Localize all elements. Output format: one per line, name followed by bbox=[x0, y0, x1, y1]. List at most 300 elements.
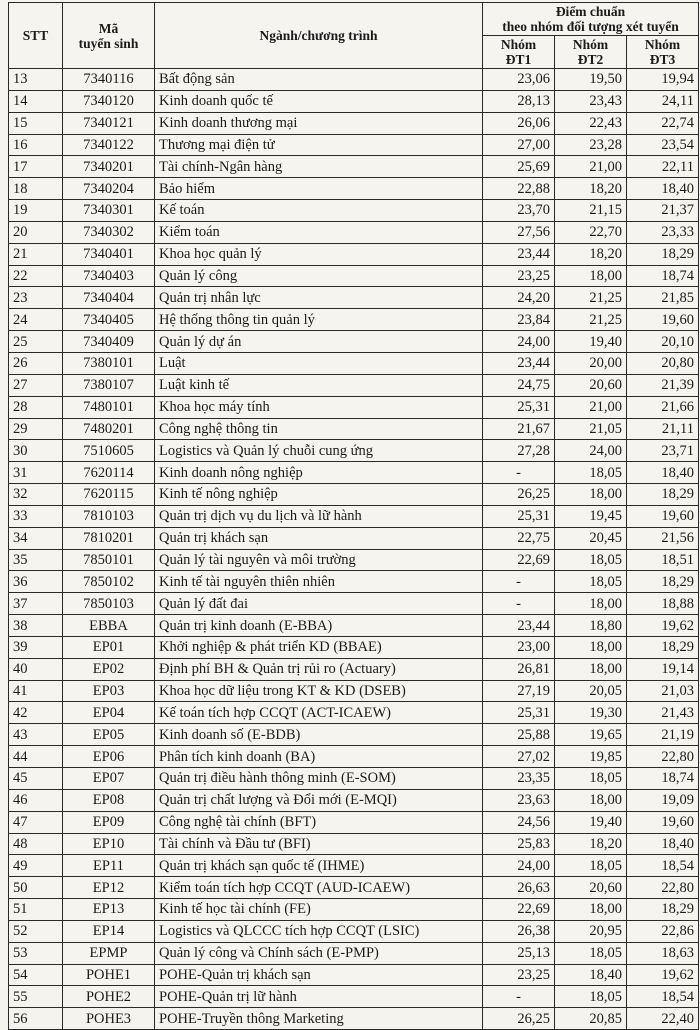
cell-score-dt1: 23,63 bbox=[483, 789, 555, 811]
cell-score-dt3: 19,62 bbox=[627, 615, 699, 637]
table-row bbox=[9, 309, 699, 331]
cell-stt: 24 bbox=[9, 309, 63, 331]
cell-program: Quản trị khách sạn quốc tế (IHME) bbox=[155, 855, 483, 877]
cell-score-dt1: 21,67 bbox=[483, 418, 555, 440]
table-row bbox=[9, 658, 699, 680]
table-row bbox=[9, 571, 699, 593]
cell-score-dt3: 21,19 bbox=[627, 724, 699, 746]
cell-score-dt3: 19,94 bbox=[627, 69, 699, 91]
cell-score-dt3: 18,29 bbox=[627, 571, 699, 593]
cell-score-dt2: 21,15 bbox=[555, 200, 627, 222]
cell-stt: 21 bbox=[9, 243, 63, 265]
cell-code: POHE2 bbox=[63, 986, 155, 1008]
cell-program: Kinh tế tài nguyên thiên nhiên bbox=[155, 571, 483, 593]
cell-program: Kiểm toán tích hợp CCQT (AUD-ICAEW) bbox=[155, 877, 483, 899]
cell-score-dt2: 18,00 bbox=[555, 593, 627, 615]
table-row bbox=[9, 178, 699, 200]
table-row bbox=[9, 789, 699, 811]
cell-score-dt1: 23,00 bbox=[483, 636, 555, 658]
cell-score-dt1: 24,75 bbox=[483, 374, 555, 396]
cell-code: 7340301 bbox=[63, 200, 155, 222]
cell-score-dt2: 20,60 bbox=[555, 877, 627, 899]
cell-program: POHE-Quản trị khách sạn bbox=[155, 964, 483, 986]
cell-program: Khoa học quản lý bbox=[155, 243, 483, 265]
table-row bbox=[9, 112, 699, 134]
cell-stt: 27 bbox=[9, 374, 63, 396]
cell-score-dt1: 28,13 bbox=[483, 90, 555, 112]
cell-stt: 22 bbox=[9, 265, 63, 287]
cell-score-dt3: 19,60 bbox=[627, 309, 699, 331]
cell-stt: 17 bbox=[9, 156, 63, 178]
cell-score-dt3: 23,54 bbox=[627, 134, 699, 156]
cell-program: Công nghệ thông tin bbox=[155, 418, 483, 440]
cell-score-dt1: 22,69 bbox=[483, 899, 555, 921]
cell-program: Khoa học máy tính bbox=[155, 396, 483, 418]
cell-score-dt1: 23,84 bbox=[483, 309, 555, 331]
cell-stt: 15 bbox=[9, 112, 63, 134]
cell-stt: 13 bbox=[9, 69, 63, 91]
header-program: Ngành/chương trình bbox=[155, 3, 483, 69]
cell-score-dt2: 18,20 bbox=[555, 178, 627, 200]
cell-code: EP08 bbox=[63, 789, 155, 811]
cell-score-dt2: 21,00 bbox=[555, 156, 627, 178]
cell-code: EP12 bbox=[63, 877, 155, 899]
cell-program: Kế toán bbox=[155, 200, 483, 222]
cell-stt: 19 bbox=[9, 200, 63, 222]
cell-stt: 54 bbox=[9, 964, 63, 986]
cell-score-dt3: 21,66 bbox=[627, 396, 699, 418]
header-score-group: Điểm chuẩn theo nhóm đối tượng xét tuyển bbox=[483, 3, 699, 36]
cell-score-dt1: 27,02 bbox=[483, 746, 555, 768]
cell-score-dt1: 25,69 bbox=[483, 156, 555, 178]
cell-program: Tài chính-Ngân hàng bbox=[155, 156, 483, 178]
cell-score-dt2: 18,20 bbox=[555, 243, 627, 265]
cell-score-dt2: 18,40 bbox=[555, 964, 627, 986]
cell-program: POHE-Truyền thông Marketing bbox=[155, 1008, 483, 1030]
cell-stt: 26 bbox=[9, 352, 63, 374]
table-row bbox=[9, 331, 699, 353]
cell-score-dt3: 21,37 bbox=[627, 200, 699, 222]
cell-code: EP14 bbox=[63, 920, 155, 942]
cell-stt: 55 bbox=[9, 986, 63, 1008]
cell-program: Quản lý công bbox=[155, 265, 483, 287]
cell-stt: 33 bbox=[9, 505, 63, 527]
cell-score-dt2: 22,43 bbox=[555, 112, 627, 134]
cell-score-dt2: 21,25 bbox=[555, 287, 627, 309]
cell-program: Khoa học dữ liệu trong KT & KD (DSEB) bbox=[155, 680, 483, 702]
cell-code: EP06 bbox=[63, 746, 155, 768]
cell-score-dt3: 19,60 bbox=[627, 505, 699, 527]
cell-program: POHE-Quản trị lữ hành bbox=[155, 986, 483, 1008]
cell-score-dt2: 19,85 bbox=[555, 746, 627, 768]
cell-code: EP13 bbox=[63, 899, 155, 921]
table-row bbox=[9, 942, 699, 964]
cell-score-dt3: 18,54 bbox=[627, 986, 699, 1008]
cell-program: Logistics và QLCCC tích hợp CCQT (LSIC) bbox=[155, 920, 483, 942]
cell-code: 7620114 bbox=[63, 462, 155, 484]
cell-score-dt3: 23,33 bbox=[627, 221, 699, 243]
cell-program: Định phí BH & Quản trị rủi ro (Actuary) bbox=[155, 658, 483, 680]
cell-score-dt2: 18,80 bbox=[555, 615, 627, 637]
cell-score-dt2: 18,00 bbox=[555, 265, 627, 287]
cell-stt: 49 bbox=[9, 855, 63, 877]
cell-score-dt2: 19,40 bbox=[555, 811, 627, 833]
table-row bbox=[9, 724, 699, 746]
cell-stt: 14 bbox=[9, 90, 63, 112]
cell-score-dt1: 23,25 bbox=[483, 265, 555, 287]
cell-score-dt2: 21,25 bbox=[555, 309, 627, 331]
cell-code: 7810103 bbox=[63, 505, 155, 527]
header-code: Mã tuyển sinh bbox=[63, 3, 155, 69]
cell-stt: 35 bbox=[9, 549, 63, 571]
cell-score-dt3: 22,40 bbox=[627, 1008, 699, 1030]
table-row bbox=[9, 134, 699, 156]
table-row bbox=[9, 352, 699, 374]
cell-stt: 16 bbox=[9, 134, 63, 156]
cell-code: EP09 bbox=[63, 811, 155, 833]
cell-stt: 56 bbox=[9, 1008, 63, 1030]
cell-program: Quản trị khách sạn bbox=[155, 527, 483, 549]
table-row bbox=[9, 462, 699, 484]
cell-code: 7850101 bbox=[63, 549, 155, 571]
table-row bbox=[9, 1008, 699, 1030]
cell-score-dt2: 18,00 bbox=[555, 636, 627, 658]
cell-score-dt1: 25,31 bbox=[483, 702, 555, 724]
cell-score-dt2: 18,00 bbox=[555, 658, 627, 680]
table-row bbox=[9, 986, 699, 1008]
cell-program: Thương mại điện tử bbox=[155, 134, 483, 156]
cell-code: EP04 bbox=[63, 702, 155, 724]
cell-stt: 34 bbox=[9, 527, 63, 549]
table-row bbox=[9, 680, 699, 702]
table-row bbox=[9, 833, 699, 855]
cell-score-dt3: 18,40 bbox=[627, 178, 699, 200]
cell-program: Luật kinh tế bbox=[155, 374, 483, 396]
cell-code: 7340409 bbox=[63, 331, 155, 353]
cell-score-dt2: 18,05 bbox=[555, 986, 627, 1008]
cell-score-dt2: 22,70 bbox=[555, 221, 627, 243]
cell-score-dt1: 23,44 bbox=[483, 243, 555, 265]
cell-score-dt3: 21,39 bbox=[627, 374, 699, 396]
cell-stt: 31 bbox=[9, 462, 63, 484]
cell-program: Kinh tế nông nghiệp bbox=[155, 484, 483, 506]
cell-program: Hệ thống thông tin quản lý bbox=[155, 309, 483, 331]
cell-stt: 30 bbox=[9, 440, 63, 462]
table-row bbox=[9, 899, 699, 921]
cell-code: 7620115 bbox=[63, 484, 155, 506]
cell-score-dt3: 21,85 bbox=[627, 287, 699, 309]
table-row bbox=[9, 505, 699, 527]
cell-score-dt3: 18,29 bbox=[627, 636, 699, 658]
table-row bbox=[9, 418, 699, 440]
cell-score-dt2: 20,85 bbox=[555, 1008, 627, 1030]
cell-score-dt1: 27,19 bbox=[483, 680, 555, 702]
cell-score-dt1: 23,35 bbox=[483, 768, 555, 790]
cell-score-dt3: 22,80 bbox=[627, 746, 699, 768]
cell-score-dt2: 18,20 bbox=[555, 833, 627, 855]
cell-score-dt1: 22,69 bbox=[483, 549, 555, 571]
cell-score-dt1: 26,25 bbox=[483, 484, 555, 506]
cell-stt: 45 bbox=[9, 768, 63, 790]
cell-score-dt1: 24,56 bbox=[483, 811, 555, 833]
cell-score-dt1: 27,00 bbox=[483, 134, 555, 156]
cell-code: 7380101 bbox=[63, 352, 155, 374]
cell-code: 7380107 bbox=[63, 374, 155, 396]
cell-score-dt1: 22,75 bbox=[483, 527, 555, 549]
cell-stt: 52 bbox=[9, 920, 63, 942]
cell-program: Kinh doanh quốc tế bbox=[155, 90, 483, 112]
cell-score-dt1: 27,28 bbox=[483, 440, 555, 462]
table-row bbox=[9, 811, 699, 833]
table-row bbox=[9, 440, 699, 462]
cell-score-dt1: 24,00 bbox=[483, 331, 555, 353]
table-row bbox=[9, 90, 699, 112]
cell-stt: 38 bbox=[9, 615, 63, 637]
cell-score-dt3: 22,74 bbox=[627, 112, 699, 134]
cell-score-dt1: 25,31 bbox=[483, 505, 555, 527]
cell-score-dt3: 18,29 bbox=[627, 484, 699, 506]
cell-program: Kinh doanh thương mại bbox=[155, 112, 483, 134]
cell-score-dt1: 24,20 bbox=[483, 287, 555, 309]
cell-score-dt1: 26,63 bbox=[483, 877, 555, 899]
cell-code: 7510605 bbox=[63, 440, 155, 462]
cell-stt: 53 bbox=[9, 942, 63, 964]
table-row bbox=[9, 768, 699, 790]
table-body bbox=[9, 69, 699, 1030]
table-row bbox=[9, 636, 699, 658]
cell-stt: 46 bbox=[9, 789, 63, 811]
cell-score-dt2: 19,65 bbox=[555, 724, 627, 746]
table-row bbox=[9, 396, 699, 418]
cell-score-dt3: 18,40 bbox=[627, 833, 699, 855]
cell-stt: 43 bbox=[9, 724, 63, 746]
cell-code: POHE1 bbox=[63, 964, 155, 986]
cell-stt: 40 bbox=[9, 658, 63, 680]
cell-score-dt2: 19,50 bbox=[555, 69, 627, 91]
cell-code: 7480101 bbox=[63, 396, 155, 418]
cell-score-dt3: 18,51 bbox=[627, 549, 699, 571]
cell-score-dt3: 24,11 bbox=[627, 90, 699, 112]
cell-score-dt2: 21,05 bbox=[555, 418, 627, 440]
cell-program: Kinh doanh số (E-BDB) bbox=[155, 724, 483, 746]
cell-code: EBBA bbox=[63, 615, 155, 637]
cell-program: Quản trị dịch vụ du lịch và lữ hành bbox=[155, 505, 483, 527]
cell-program: Bảo hiểm bbox=[155, 178, 483, 200]
cell-stt: 25 bbox=[9, 331, 63, 353]
cell-code: 7340116 bbox=[63, 69, 155, 91]
cell-program: Quản lý tài nguyên và môi trường bbox=[155, 549, 483, 571]
cell-score-dt3: 20,80 bbox=[627, 352, 699, 374]
table-row bbox=[9, 593, 699, 615]
cell-stt: 41 bbox=[9, 680, 63, 702]
table-row bbox=[9, 69, 699, 91]
cell-stt: 20 bbox=[9, 221, 63, 243]
cell-code: 7340204 bbox=[63, 178, 155, 200]
cell-score-dt3: 19,60 bbox=[627, 811, 699, 833]
header-stt: STT bbox=[9, 3, 63, 69]
cell-score-dt3: 21,43 bbox=[627, 702, 699, 724]
cell-stt: 29 bbox=[9, 418, 63, 440]
cell-code: 7340401 bbox=[63, 243, 155, 265]
admission-score-table bbox=[8, 2, 699, 1030]
cell-program: Tài chính và Đầu tư (BFI) bbox=[155, 833, 483, 855]
cell-score-dt2: 18,05 bbox=[555, 571, 627, 593]
cell-score-dt1: 23,06 bbox=[483, 69, 555, 91]
cell-score-dt1: 23,25 bbox=[483, 964, 555, 986]
cell-score-dt3: 23,71 bbox=[627, 440, 699, 462]
cell-stt: 18 bbox=[9, 178, 63, 200]
cell-score-dt2: 20,60 bbox=[555, 374, 627, 396]
cell-score-dt2: 18,00 bbox=[555, 484, 627, 506]
cell-program: Quản lý công và Chính sách (E-PMP) bbox=[155, 942, 483, 964]
cell-score-dt2: 23,28 bbox=[555, 134, 627, 156]
cell-score-dt3: 21,03 bbox=[627, 680, 699, 702]
cell-program: Bất động sản bbox=[155, 69, 483, 91]
cell-program: Quản trị nhân lực bbox=[155, 287, 483, 309]
cell-program: Luật bbox=[155, 352, 483, 374]
table-row bbox=[9, 200, 699, 222]
cell-score-dt3: 19,62 bbox=[627, 964, 699, 986]
cell-code: EP07 bbox=[63, 768, 155, 790]
cell-score-dt2: 18,00 bbox=[555, 899, 627, 921]
cell-stt: 32 bbox=[9, 484, 63, 506]
cell-program: Công nghệ tài chính (BFT) bbox=[155, 811, 483, 833]
cell-score-dt3: 21,11 bbox=[627, 418, 699, 440]
table-row bbox=[9, 877, 699, 899]
cell-score-dt1: 26,25 bbox=[483, 1008, 555, 1030]
cell-score-dt2: 18,05 bbox=[555, 549, 627, 571]
table-row bbox=[9, 374, 699, 396]
cell-score-dt2: 21,00 bbox=[555, 396, 627, 418]
cell-score-dt2: 20,05 bbox=[555, 680, 627, 702]
cell-score-dt1: 25,31 bbox=[483, 396, 555, 418]
cell-score-dt1: 23,44 bbox=[483, 615, 555, 637]
cell-program: Logistics và Quản lý chuỗi cung ứng bbox=[155, 440, 483, 462]
cell-score-dt2: 24,00 bbox=[555, 440, 627, 462]
cell-code: 7340404 bbox=[63, 287, 155, 309]
cell-score-dt1: - bbox=[483, 462, 555, 484]
cell-score-dt3: 22,86 bbox=[627, 920, 699, 942]
cell-score-dt1: 26,81 bbox=[483, 658, 555, 680]
cell-score-dt1: 25,83 bbox=[483, 833, 555, 855]
cell-score-dt1: 25,13 bbox=[483, 942, 555, 964]
cell-score-dt2: 20,95 bbox=[555, 920, 627, 942]
cell-program: Quản trị điều hành thông minh (E-SOM) bbox=[155, 768, 483, 790]
table-row bbox=[9, 920, 699, 942]
table-row bbox=[9, 484, 699, 506]
table-row bbox=[9, 265, 699, 287]
cell-score-dt3: 21,56 bbox=[627, 527, 699, 549]
table-row bbox=[9, 702, 699, 724]
cell-score-dt3: 18,40 bbox=[627, 462, 699, 484]
cell-score-dt1: 22,88 bbox=[483, 178, 555, 200]
cell-code: 7340302 bbox=[63, 221, 155, 243]
table-header bbox=[9, 3, 699, 69]
table-row bbox=[9, 615, 699, 637]
cell-score-dt2: 18,05 bbox=[555, 942, 627, 964]
cell-score-dt3: 20,10 bbox=[627, 331, 699, 353]
cell-score-dt3: 18,29 bbox=[627, 243, 699, 265]
cell-code: EPMP bbox=[63, 942, 155, 964]
cell-program: Phân tích kinh doanh (BA) bbox=[155, 746, 483, 768]
cell-score-dt2: 19,30 bbox=[555, 702, 627, 724]
cell-score-dt2: 19,40 bbox=[555, 331, 627, 353]
cell-code: 7480201 bbox=[63, 418, 155, 440]
cell-program: Quản trị chất lượng và Đổi mới (E-MQI) bbox=[155, 789, 483, 811]
cell-score-dt2: 18,05 bbox=[555, 855, 627, 877]
cell-score-dt1: 23,70 bbox=[483, 200, 555, 222]
header-dt3: Nhóm ĐT3 bbox=[627, 36, 699, 69]
cell-code: 7850102 bbox=[63, 571, 155, 593]
cell-code: 7810201 bbox=[63, 527, 155, 549]
cell-score-dt1: 24,00 bbox=[483, 855, 555, 877]
table-row bbox=[9, 964, 699, 986]
cell-stt: 39 bbox=[9, 636, 63, 658]
cell-score-dt2: 20,45 bbox=[555, 527, 627, 549]
cell-program: Quản trị kinh doanh (E-BBA) bbox=[155, 615, 483, 637]
header-dt2: Nhóm ĐT2 bbox=[555, 36, 627, 69]
cell-score-dt1: - bbox=[483, 986, 555, 1008]
cell-score-dt3: 18,88 bbox=[627, 593, 699, 615]
cell-score-dt3: 18,63 bbox=[627, 942, 699, 964]
cell-stt: 51 bbox=[9, 899, 63, 921]
cell-program: Kiểm toán bbox=[155, 221, 483, 243]
cell-code: EP01 bbox=[63, 636, 155, 658]
cell-score-dt2: 18,00 bbox=[555, 789, 627, 811]
cell-score-dt1: 23,44 bbox=[483, 352, 555, 374]
cell-code: EP11 bbox=[63, 855, 155, 877]
cell-score-dt3: 18,29 bbox=[627, 899, 699, 921]
cell-score-dt2: 19,45 bbox=[555, 505, 627, 527]
table-row bbox=[9, 156, 699, 178]
cell-stt: 36 bbox=[9, 571, 63, 593]
cell-code: 7340403 bbox=[63, 265, 155, 287]
table-row bbox=[9, 527, 699, 549]
cell-score-dt3: 18,74 bbox=[627, 265, 699, 287]
cell-stt: 47 bbox=[9, 811, 63, 833]
cell-stt: 28 bbox=[9, 396, 63, 418]
cell-score-dt1: - bbox=[483, 571, 555, 593]
cell-score-dt1: 26,38 bbox=[483, 920, 555, 942]
cell-code: EP02 bbox=[63, 658, 155, 680]
table-row bbox=[9, 287, 699, 309]
cell-score-dt1: 26,06 bbox=[483, 112, 555, 134]
cell-program: Kinh tế học tài chính (FE) bbox=[155, 899, 483, 921]
cell-program: Khởi nghiệp & phát triển KD (BBAE) bbox=[155, 636, 483, 658]
cell-score-dt3: 18,74 bbox=[627, 768, 699, 790]
cell-score-dt2: 23,43 bbox=[555, 90, 627, 112]
table-row bbox=[9, 855, 699, 877]
table-row bbox=[9, 221, 699, 243]
cell-stt: 48 bbox=[9, 833, 63, 855]
cell-score-dt3: 22,11 bbox=[627, 156, 699, 178]
cell-code: 7340201 bbox=[63, 156, 155, 178]
cell-code: EP03 bbox=[63, 680, 155, 702]
cell-stt: 37 bbox=[9, 593, 63, 615]
cell-score-dt2: 18,05 bbox=[555, 768, 627, 790]
cell-code: 7340120 bbox=[63, 90, 155, 112]
table-row bbox=[9, 243, 699, 265]
header-dt1: Nhóm ĐT1 bbox=[483, 36, 555, 69]
table-row bbox=[9, 549, 699, 571]
cell-code: 7850103 bbox=[63, 593, 155, 615]
cell-stt: 44 bbox=[9, 746, 63, 768]
cell-score-dt3: 18,54 bbox=[627, 855, 699, 877]
cell-score-dt1: 27,56 bbox=[483, 221, 555, 243]
cell-program: Quản lý dự án bbox=[155, 331, 483, 353]
cell-program: Kinh doanh nông nghiệp bbox=[155, 462, 483, 484]
cell-stt: 42 bbox=[9, 702, 63, 724]
